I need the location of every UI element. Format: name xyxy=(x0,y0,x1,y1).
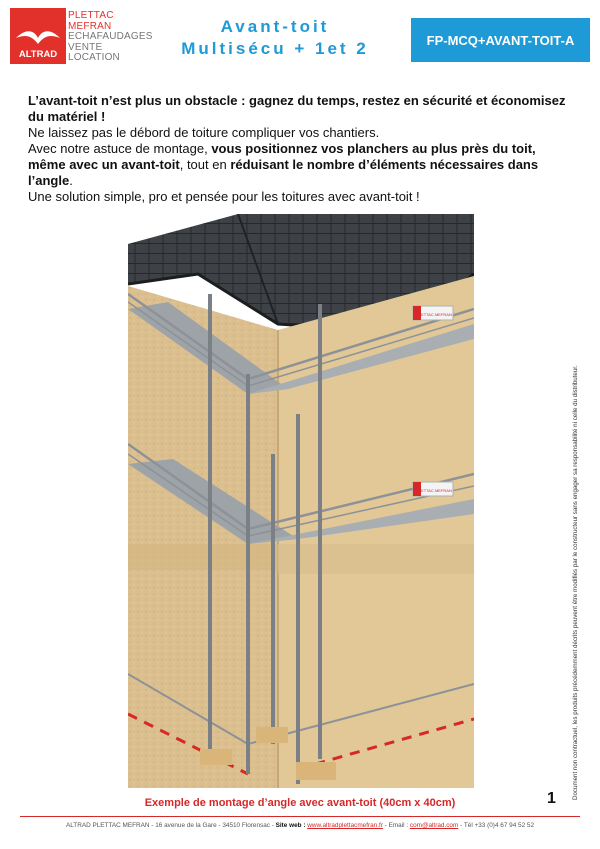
intro-line: Avec notre astuce de montage, vous positionnez vos planchers au plus près du toit, même avec un avant-toit, tout en réduisant le nombre d’éléments nécessaires dans l’angle. xyxy=(28,141,539,188)
footer-divider xyxy=(20,816,580,817)
headline: L’avant-toit n’est plus un obstacle : gagnez du temps, restez en sécurité et économisez du matériel ! xyxy=(28,93,566,124)
title-line: Multisécu + 1et 2 xyxy=(181,39,369,58)
disclaimer: Document non contractuel, les produits précédemment décrits peuvent être modifiés par le constructeur sans engager sa responsabilité ni celle du distributeur. xyxy=(572,365,579,800)
reference-badge: FP-MCQ+AVANT-TOIT-A xyxy=(411,18,590,62)
footer xyxy=(0,822,600,829)
intro-line: Ne laissez pas le débord de toiture compliquer vos chantiers. xyxy=(28,125,380,140)
illustration-caption: Exemple de montage d’angle avec avant-toit (40cm x 40cm) xyxy=(144,797,456,809)
warning-plate-text: PLETTAC MEFRAN xyxy=(416,488,452,493)
wood-block xyxy=(200,749,232,765)
brand-name: ALTRAD xyxy=(18,49,58,60)
website-link[interactable]: www.altradplettacmefran.fr xyxy=(307,822,383,829)
intro-line: Une solution simple, pro et pensée pour les toitures avec avant-toit ! xyxy=(28,189,420,204)
scaffold-illustration xyxy=(128,214,474,788)
intro-text xyxy=(28,93,576,205)
page-number: 1 xyxy=(547,790,556,807)
page-title xyxy=(150,16,400,60)
company-line: PLETTAC xyxy=(68,10,114,21)
company-line: LOCATION xyxy=(68,52,120,63)
footer-address: ALTRAD PLETTAC MEFRAN - 16 avenue de la Gare - 34510 Florensac - xyxy=(65,822,276,829)
warning-plate-text: PLETTAC MEFRAN xyxy=(416,312,452,317)
footer-phone: - Tél +33 (0)4 67 94 52 52 xyxy=(458,822,535,829)
wood-block xyxy=(256,727,288,743)
wall-right xyxy=(278,276,474,788)
email-link[interactable]: com@altrad.com xyxy=(409,822,459,829)
title-line: Avant-toit xyxy=(220,17,330,36)
company-line: MEFRAN xyxy=(68,20,112,32)
company-lines xyxy=(68,11,153,64)
company-line: ECHAFAUDAGES xyxy=(68,31,153,42)
company-line: VENTE xyxy=(68,41,103,53)
altrad-logo xyxy=(10,8,66,64)
wood-block xyxy=(296,762,336,780)
footer-site-label: Site web : xyxy=(275,822,308,829)
footer-email-label: - Email : xyxy=(382,822,410,829)
